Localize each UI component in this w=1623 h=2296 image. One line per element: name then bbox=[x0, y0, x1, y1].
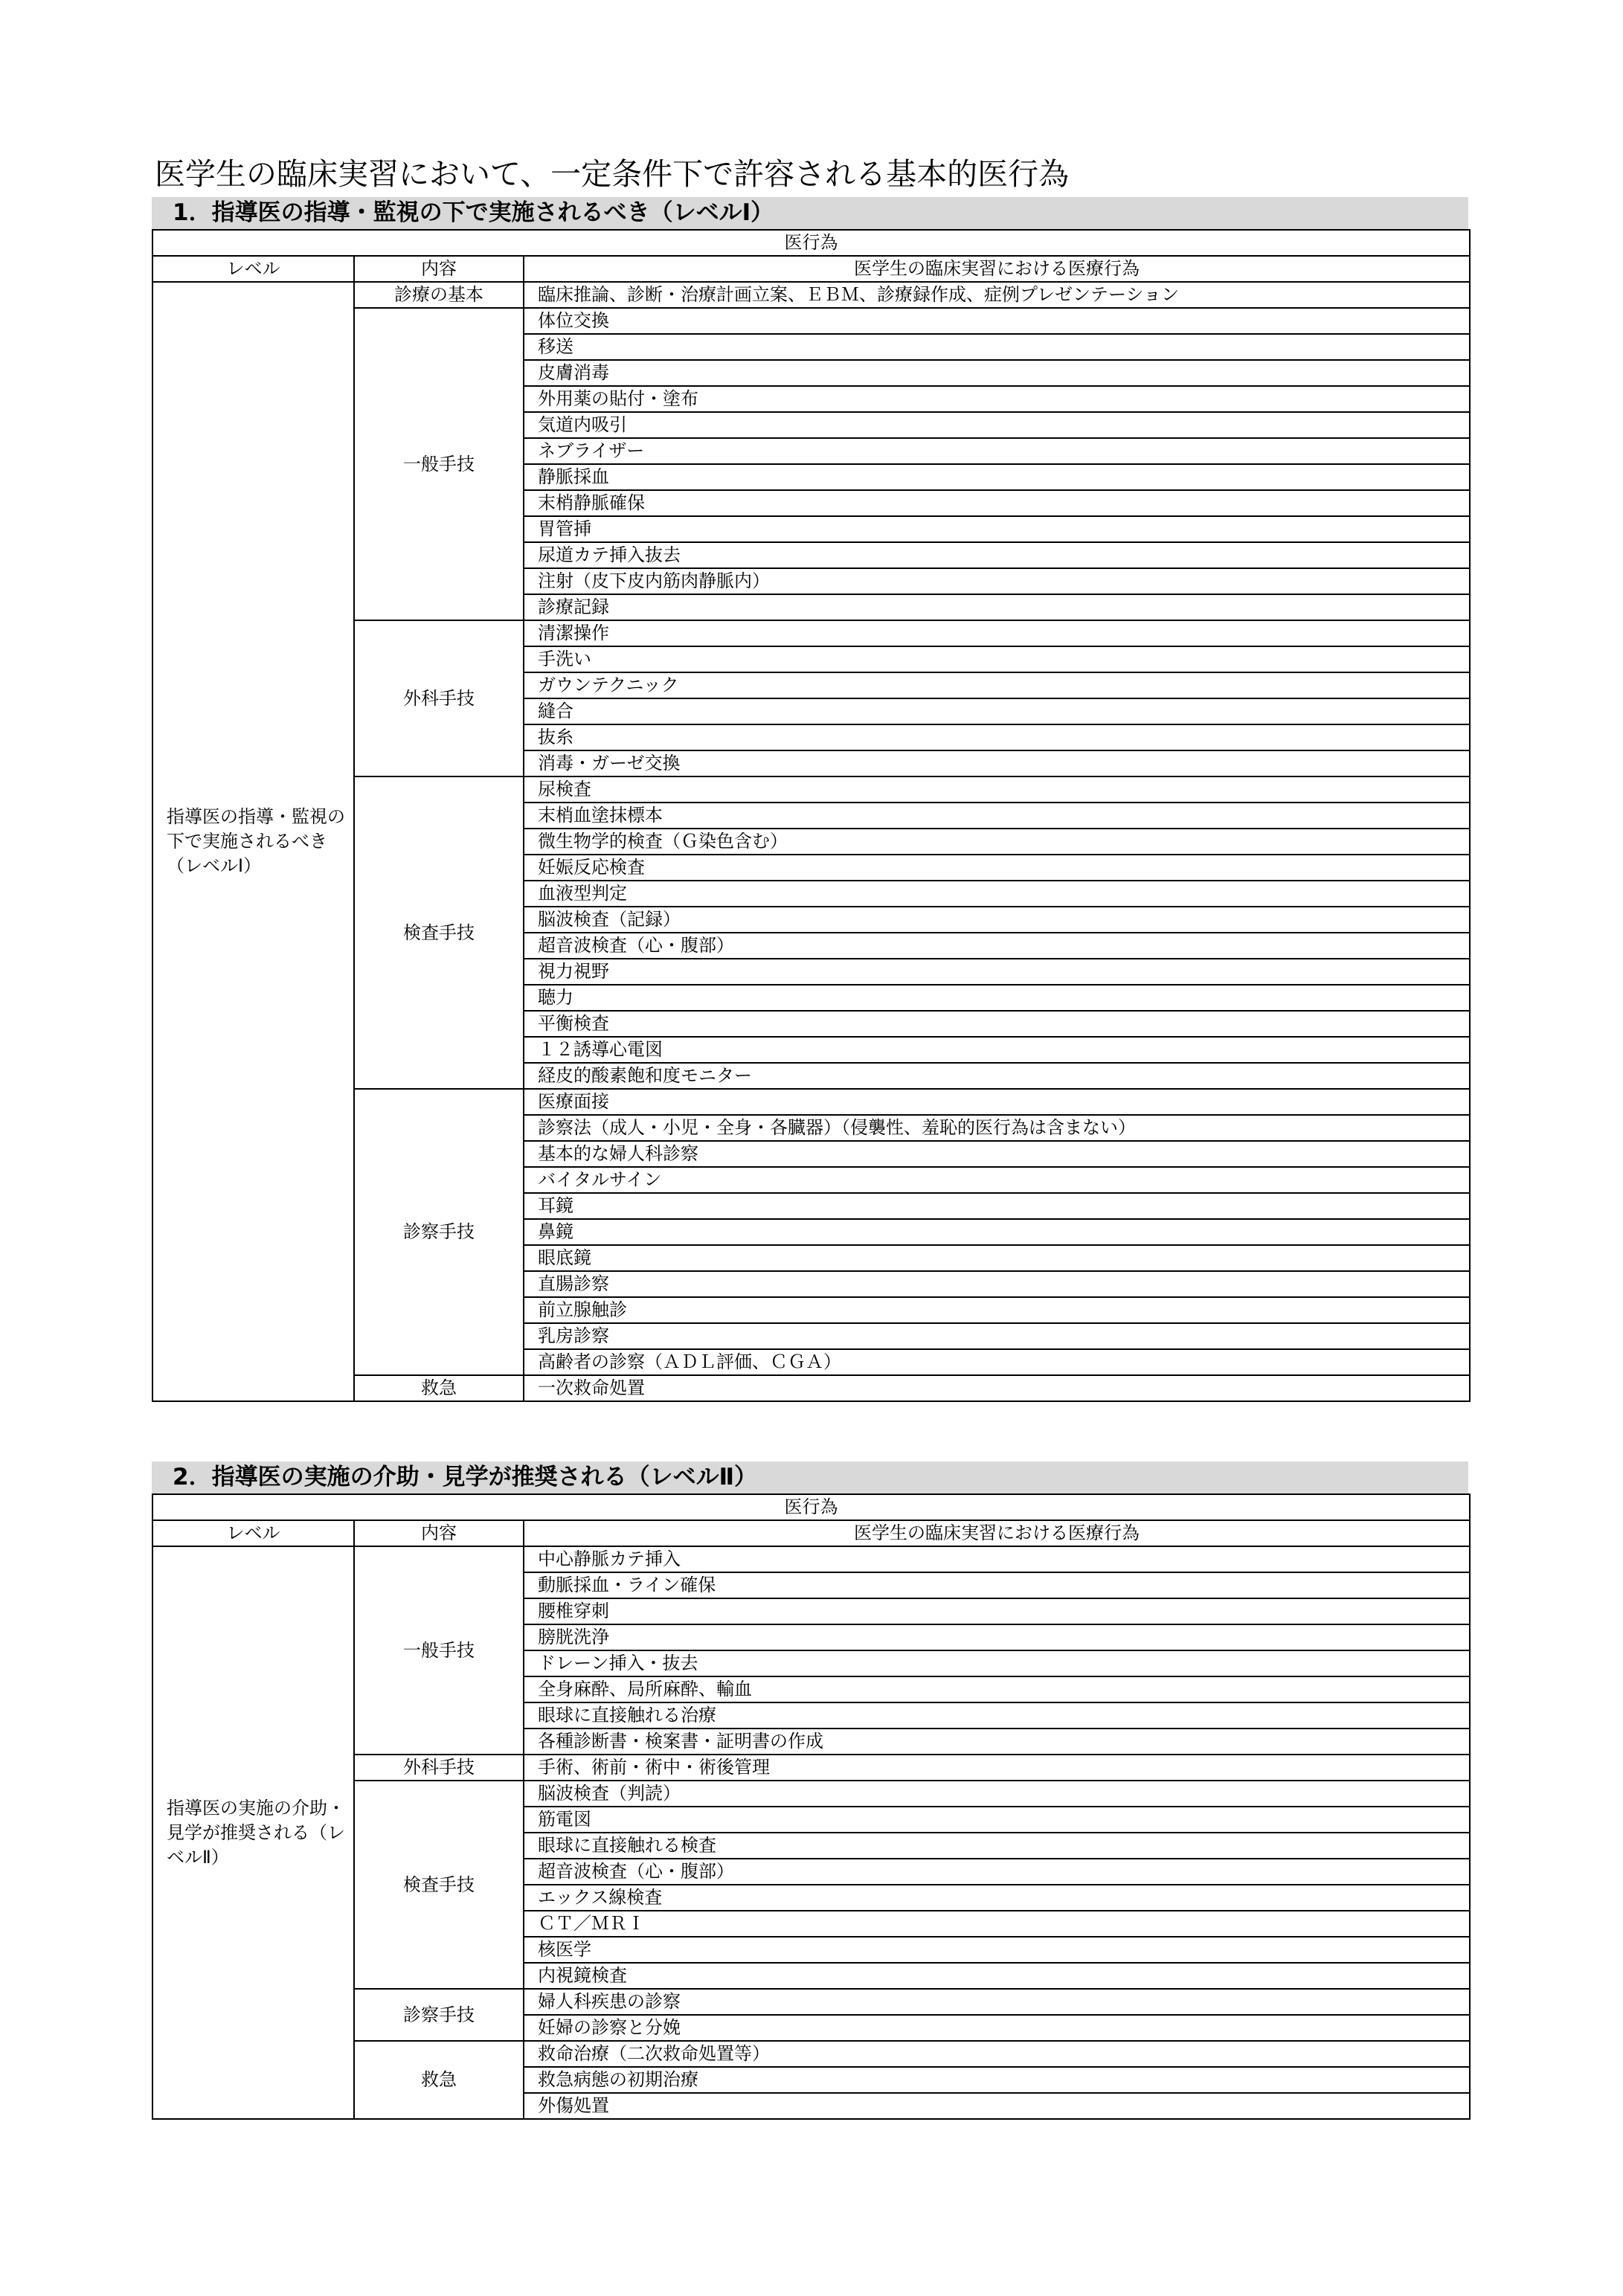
act-cell: 診療記録 bbox=[524, 594, 1470, 620]
act-cell: 外傷処置 bbox=[524, 2093, 1470, 2119]
act-cell: 基本的な婦人科診察 bbox=[524, 1141, 1470, 1167]
table-row bbox=[152, 282, 1470, 308]
act-cell: 尿検査 bbox=[524, 776, 1470, 803]
act-cell: 縫合 bbox=[524, 698, 1470, 724]
act-cell: バイタルサイン bbox=[524, 1167, 1470, 1193]
page-title: 医学生の臨床実習において、一定条件下で許容される基本的医行為 bbox=[155, 156, 1070, 192]
act-cell: 筋電図 bbox=[524, 1807, 1470, 1833]
act-cell: 血液型判定 bbox=[524, 881, 1470, 907]
act-cell: ＣＴ／ＭＲＩ bbox=[524, 1911, 1470, 1937]
act-cell: 全身麻酔、局所麻酔、輸血 bbox=[524, 1676, 1470, 1702]
table-row bbox=[152, 1546, 1470, 1572]
act-cell: 視力視野 bbox=[524, 959, 1470, 985]
section-2-heading: 2．指導医の実施の介助・見学が推奨される（レベルⅡ） bbox=[152, 1461, 1468, 1493]
act-cell: 各種診断書・検案書・証明書の作成 bbox=[524, 1729, 1470, 1755]
act-cell: 消毒・ガーゼ交換 bbox=[524, 750, 1470, 776]
category-cell: 検査手技 bbox=[354, 776, 524, 1089]
act-cell: 気道内吸引 bbox=[524, 412, 1470, 438]
act-cell: 妊婦の診察と分娩 bbox=[524, 2015, 1470, 2041]
header-row-columns bbox=[152, 1520, 1470, 1546]
category-cell: 外科手技 bbox=[354, 1755, 524, 1781]
act-cell: 尿道カテ挿入抜去 bbox=[524, 542, 1470, 568]
act-cell: 臨床推論、診断・治療計画立案、ＥＢＭ、診療録作成、症例プレゼンテーション bbox=[524, 282, 1470, 308]
act-cell: 救命治療（二次救命処置等） bbox=[524, 2041, 1470, 2067]
header-row-group bbox=[152, 1494, 1470, 1520]
act-cell: ガウンテクニック bbox=[524, 672, 1470, 698]
act-cell: 皮膚消毒 bbox=[524, 360, 1470, 386]
act-cell: 一次救命処置 bbox=[524, 1375, 1470, 1401]
header-content-cell: 内容 bbox=[354, 256, 524, 282]
act-cell: 脳波検査（判読） bbox=[524, 1781, 1470, 1807]
act-cell: 診察法（成人・小児・全身・各臓器）（侵襲性、羞恥的医行為は含まない） bbox=[524, 1115, 1470, 1141]
category-cell: 一般手技 bbox=[354, 1546, 524, 1755]
level-2-table bbox=[152, 1493, 1471, 2120]
category-cell: 診療の基本 bbox=[354, 282, 524, 308]
act-cell: 清潔操作 bbox=[524, 620, 1470, 646]
act-cell: １２誘導心電図 bbox=[524, 1037, 1470, 1063]
level-cell: 指導医の実施の介助・見学が推奨される（レベルⅡ） bbox=[152, 1546, 354, 2119]
act-cell: 医療面接 bbox=[524, 1089, 1470, 1115]
category-cell: 検査手技 bbox=[354, 1781, 524, 1989]
act-cell: 微生物学的検査（Ｇ染色含む） bbox=[524, 829, 1470, 855]
act-cell: 静脈採血 bbox=[524, 464, 1470, 490]
header-group-cell: 医行為 bbox=[152, 1494, 1470, 1520]
act-cell: 抜糸 bbox=[524, 724, 1470, 750]
act-cell: 末梢静脈確保 bbox=[524, 490, 1470, 516]
act-cell: 末梢血塗抹標本 bbox=[524, 803, 1470, 829]
category-cell: 救急 bbox=[354, 2041, 524, 2119]
act-cell: 乳房診察 bbox=[524, 1323, 1470, 1349]
act-cell: 高齢者の診察（ＡＤＬ評価、ＣＧＡ） bbox=[524, 1349, 1470, 1375]
act-cell: 手術、術前・術中・術後管理 bbox=[524, 1755, 1470, 1781]
header-row-columns bbox=[152, 256, 1470, 282]
act-cell: 妊娠反応検査 bbox=[524, 855, 1470, 881]
act-cell: ドレーン挿入・抜去 bbox=[524, 1650, 1470, 1676]
category-cell: 診察手技 bbox=[354, 1989, 524, 2041]
act-cell: 聴力 bbox=[524, 985, 1470, 1011]
act-cell: 注射（皮下皮内筋肉静脈内） bbox=[524, 568, 1470, 594]
act-cell: 脳波検査（記録） bbox=[524, 907, 1470, 933]
act-cell: 超音波検査（心・腹部） bbox=[524, 933, 1470, 959]
act-cell: 外用薬の貼付・塗布 bbox=[524, 386, 1470, 412]
level-cell: 指導医の指導・監視の下で実施されるべき（レベルⅠ） bbox=[152, 282, 354, 1401]
section-1-heading: 1．指導医の指導・監視の下で実施されるべき（レベルⅠ） bbox=[152, 197, 1468, 229]
header-group-cell: 医行為 bbox=[152, 230, 1470, 256]
act-cell: 膀胱洗浄 bbox=[524, 1624, 1470, 1650]
act-cell: 手洗い bbox=[524, 646, 1470, 672]
act-cell: 内視鏡検査 bbox=[524, 1963, 1470, 1989]
act-cell: 直腸診察 bbox=[524, 1271, 1470, 1297]
act-cell: ネブライザー bbox=[524, 438, 1470, 464]
header-acts-cell: 医学生の臨床実習における医療行為 bbox=[524, 1520, 1470, 1546]
act-cell: 平衡検査 bbox=[524, 1011, 1470, 1037]
header-content-cell: 内容 bbox=[354, 1520, 524, 1546]
act-cell: 胃管挿 bbox=[524, 516, 1470, 542]
act-cell: 腰椎穿刺 bbox=[524, 1598, 1470, 1624]
header-level-cell: レベル bbox=[152, 256, 354, 282]
act-cell: 婦人科疾患の診察 bbox=[524, 1989, 1470, 2015]
category-cell: 一般手技 bbox=[354, 308, 524, 620]
act-cell: 前立腺触診 bbox=[524, 1297, 1470, 1323]
act-cell: 眼球に直接触れる治療 bbox=[524, 1702, 1470, 1729]
category-cell: 救急 bbox=[354, 1375, 524, 1401]
header-level-cell: レベル bbox=[152, 1520, 354, 1546]
category-cell: 診察手技 bbox=[354, 1089, 524, 1375]
act-cell: 救急病態の初期治療 bbox=[524, 2067, 1470, 2093]
header-acts-cell: 医学生の臨床実習における医療行為 bbox=[524, 256, 1470, 282]
act-cell: 耳鏡 bbox=[524, 1193, 1470, 1219]
act-cell: 核医学 bbox=[524, 1937, 1470, 1963]
level-1-table bbox=[152, 229, 1471, 1402]
act-cell: 眼球に直接触れる検査 bbox=[524, 1833, 1470, 1859]
header-row-group bbox=[152, 230, 1470, 256]
act-cell: 動脈採血・ライン確保 bbox=[524, 1572, 1470, 1598]
act-cell: エックス線検査 bbox=[524, 1885, 1470, 1911]
category-cell: 外科手技 bbox=[354, 620, 524, 776]
act-cell: 眼底鏡 bbox=[524, 1245, 1470, 1271]
act-cell: 鼻鏡 bbox=[524, 1219, 1470, 1245]
act-cell: 経皮的酸素飽和度モニター bbox=[524, 1063, 1470, 1089]
act-cell: 移送 bbox=[524, 334, 1470, 360]
act-cell: 体位交換 bbox=[524, 308, 1470, 334]
act-cell: 超音波検査（心・腹部） bbox=[524, 1859, 1470, 1885]
act-cell: 中心静脈カテ挿入 bbox=[524, 1546, 1470, 1572]
